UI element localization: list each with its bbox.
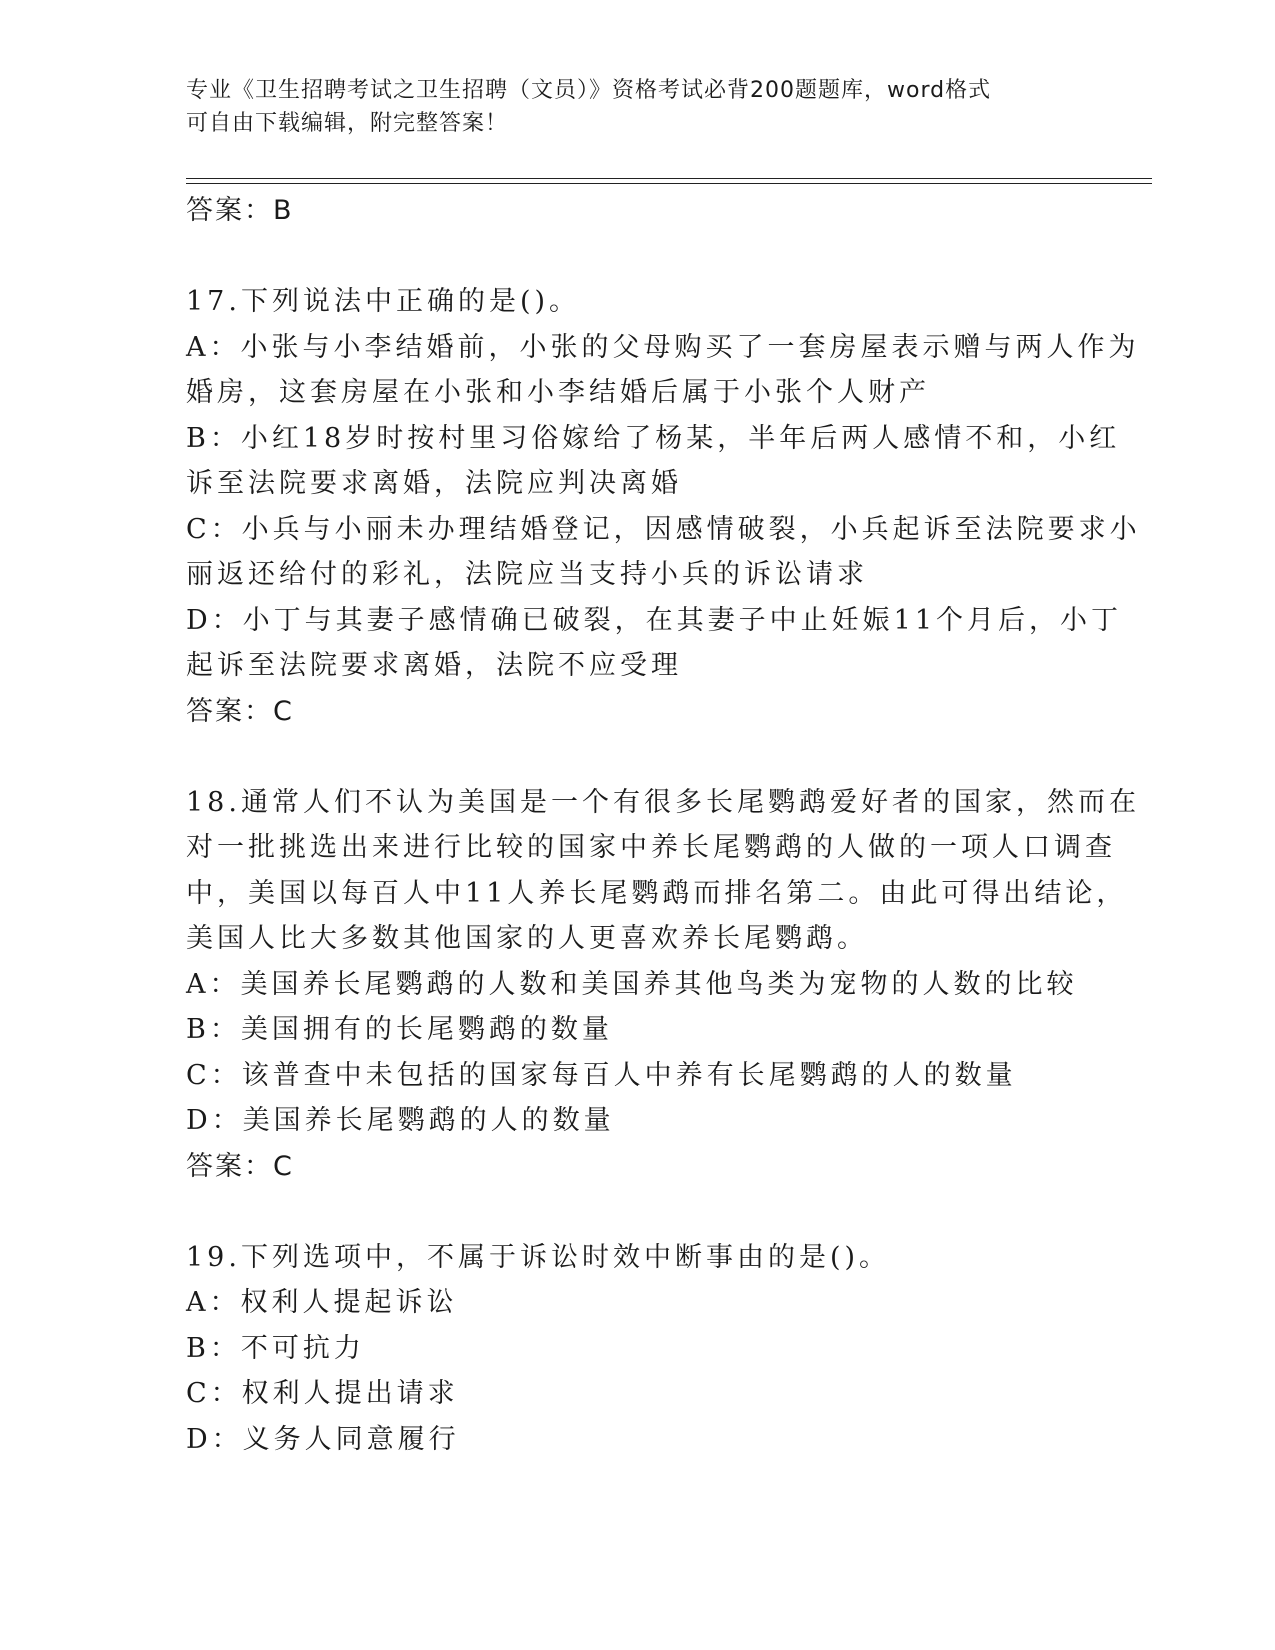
question-text-cont: 美国人比大多数其他国家的人更喜欢养长尾鹦鹉。 [186,923,868,954]
option-d: D：小丁与其妻子感情确已破裂，在其妻子中止妊娠11个月后，小丁 [186,604,1123,636]
header-line-1: 专业《卫生招聘考试之卫生招聘（文员）》资格考试必背200题题库，word格式 [186,78,992,103]
answer: 答案：C [186,1150,294,1182]
spacer [186,734,1076,780]
spacer [186,234,1076,280]
question-text-cont: 中，美国以每百人中11人养长尾鹦鹉而排名第二。由此可得出结论， [186,877,1128,909]
spacer [186,1189,1076,1235]
header-line-2: 可自由下载编辑，附完整答案！ [186,111,509,136]
option-a: A：美国养长尾鹦鹉的人数和美国养其他鸟类为宠物的人数的比较 [186,968,1078,1000]
document-header [186,74,1066,140]
header-divider-bottom [186,183,1152,184]
option-b: B：小红18岁时按村里习俗嫁给了杨某，半年后两人感情不和，小红 [186,422,1121,454]
option-b: B：不可抗力 [186,1332,365,1364]
question-text: 19.下列选项中，不属于诉讼时效中断事由的是()。 [186,1241,891,1273]
question-18 [186,780,1140,1190]
question-19 [186,1235,1076,1463]
question-text: 18.通常人们不认为美国是一个有很多长尾鹦鹉爱好者的国家，然而在 [186,786,1140,818]
answer: 答案：C [186,695,294,727]
question-text-cont: 对一批挑选出来进行比较的国家中养长尾鹦鹉的人做的一项人口调查 [186,832,1116,863]
option-c-cont: 丽返还给付的彩礼，法院应当支持小兵的诉讼请求 [186,559,868,590]
option-b: B：美国拥有的长尾鹦鹉的数量 [186,1014,613,1045]
header-divider-top [186,178,1152,179]
previous-answer: 答案：B [186,195,294,226]
option-b-cont: 诉至法院要求离婚，法院应判决离婚 [186,468,682,499]
option-d: D：义务人同意履行 [186,1423,460,1455]
question-17 [186,279,1141,734]
option-d-cont: 起诉至法院要求离婚，法院不应受理 [186,650,682,681]
question-list [186,188,1141,1462]
option-c: C：权利人提出请求 [186,1378,459,1409]
option-c: C：该普查中未包括的国家每百人中养有长尾鹦鹉的人的数量 [186,1059,1017,1091]
option-a-cont: 婚房，这套房屋在小张和小李结婚后属于小张个人财产 [186,377,930,408]
option-d: D：美国养长尾鹦鹉的人的数量 [186,1105,615,1136]
option-c: C：小兵与小丽未办理结婚登记，因感情破裂，小兵起诉至法院要求小 [186,513,1141,545]
question-text: 17.下列说法中正确的是()。 [186,286,581,317]
option-a: A：小张与小李结婚前，小张的父母购买了一套房屋表示赠与两人作为 [186,331,1140,363]
option-a: A：权利人提起诉讼 [186,1287,458,1318]
